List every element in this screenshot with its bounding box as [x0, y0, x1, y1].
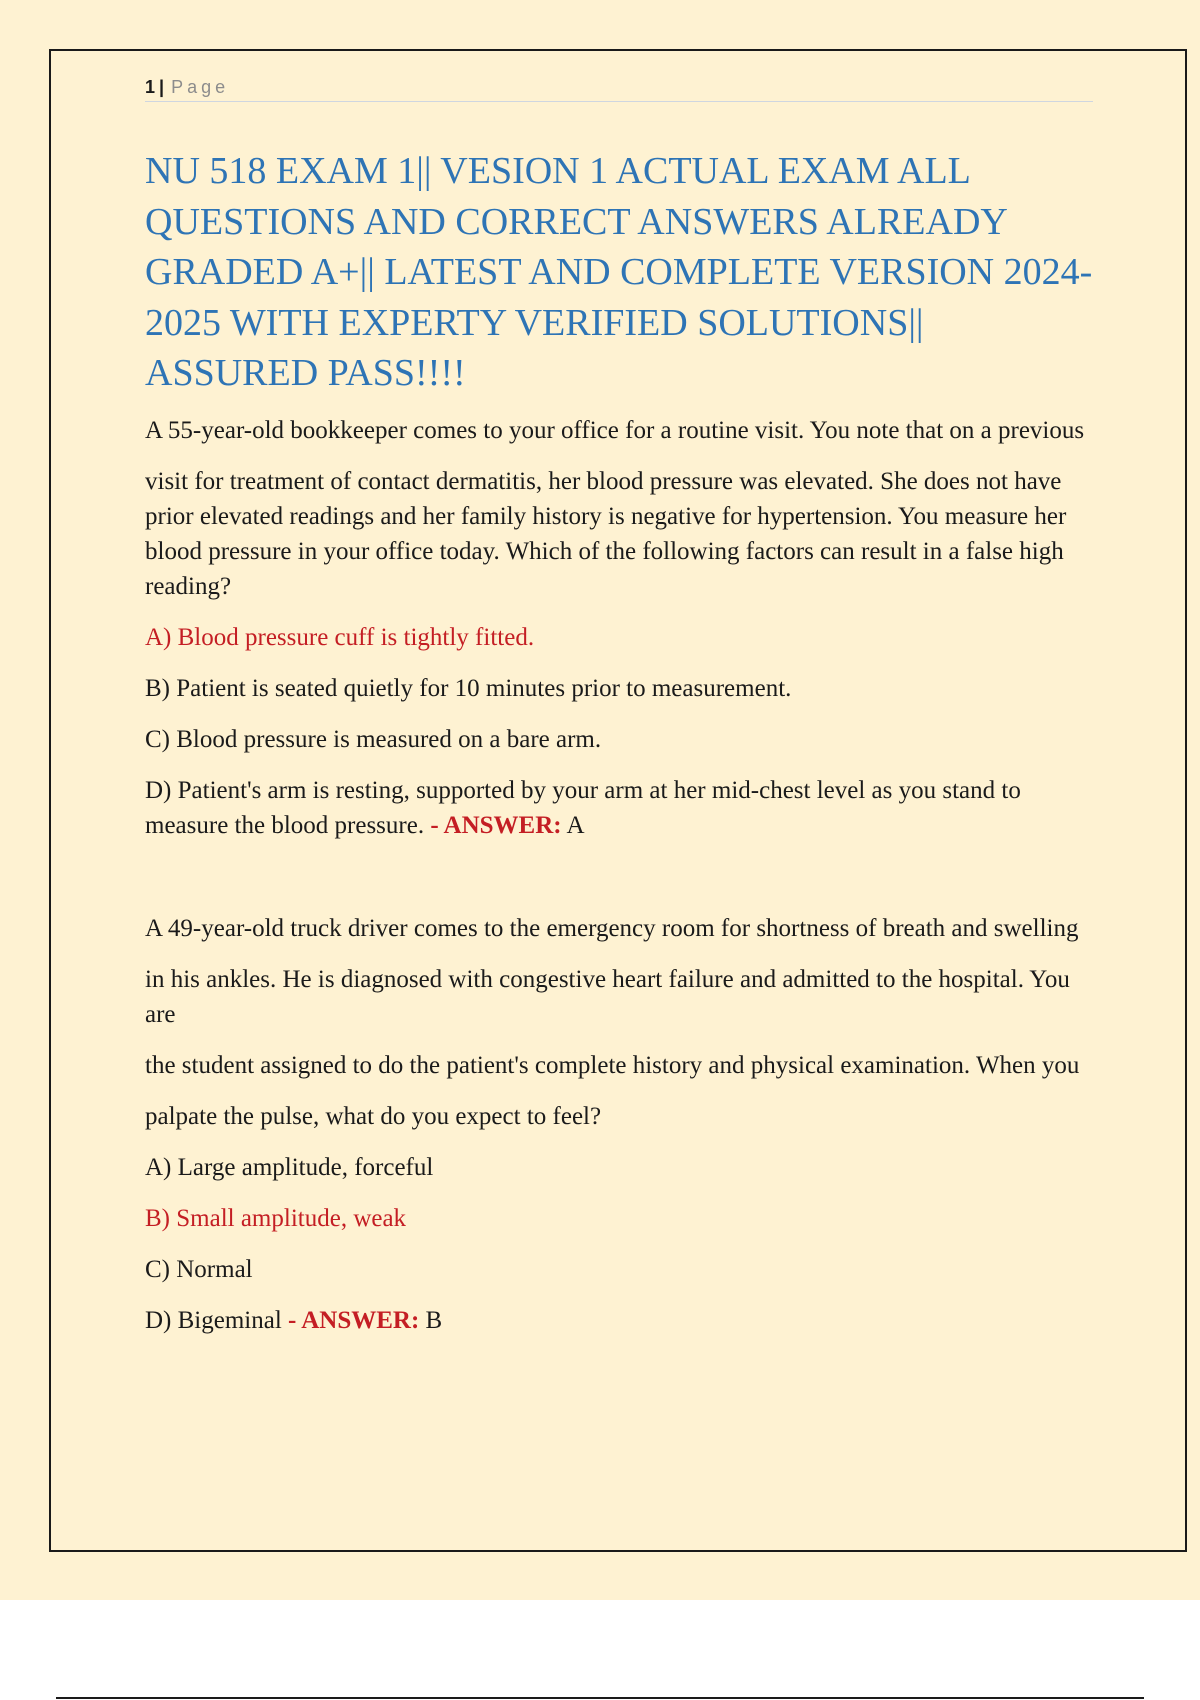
question-1-option-d-text: D) Patient's arm is resting, supported by your arm at her mid-chest level as you stand to measure the blood pressure.: [145, 776, 1021, 839]
question-2-answer-value: B: [425, 1306, 443, 1334]
question-2-option-d: [145, 1303, 1093, 1338]
question-1-option-a: A) Blood pressure cuff is tightly fitted.: [145, 623, 535, 651]
question-2-stem-line-1: A 49-year-old truck driver comes to the emergency room for shortness of breath and swelling: [145, 914, 1079, 942]
question-2-option-d-text: D) Bigeminal: [145, 1306, 282, 1334]
question-2-stem-line-2: in his ankles. He is diagnosed with congestive heart failure and admitted to the hospital. You are: [145, 965, 1070, 1028]
question-1-option-c: C) Blood pressure is measured on a bare arm.: [145, 725, 602, 753]
question-2-option-b: B) Small amplitude, weak: [145, 1204, 407, 1232]
question-2-answer-label: - ANSWER:: [288, 1306, 420, 1334]
question-2-option-c: C) Normal: [145, 1255, 253, 1283]
page-header: [145, 72, 1093, 102]
question-2: [145, 911, 1093, 1338]
question-2-option-a: A) Large amplitude, forceful: [145, 1153, 434, 1181]
page-number: 1: [145, 77, 156, 97]
next-page-top-rule: [56, 1697, 1144, 1699]
question-1-option-b: B) Patient is seated quietly for 10 minutes prior to measurement.: [145, 674, 792, 702]
question-2-stem-line-3: the student assigned to do the patient's complete history and physical examination. When you: [145, 1051, 1080, 1079]
question-1-answer-value: A: [566, 811, 585, 839]
question-2-stem-line-4: palpate the pulse, what do you expect to feel?: [145, 1102, 602, 1130]
document-title: NU 518 EXAM 1|| VESION 1 ACTUAL EXAM ALL QUESTIONS AND CORRECT ANSWERS ALREADY GRADED A+|| LATEST AND COMPLETE VERSION 2024-2025 WITH EXPERTY VERIFIED SOLUTIONS|| ASSURED PASS!!!!: [145, 150, 1093, 394]
question-1-stem-line-1: A 55-year-old bookkeeper comes to your office for a routine visit. You note that on a previous: [145, 416, 1085, 444]
question-1-answer-label: - ANSWER:: [430, 811, 562, 839]
question-1-stem-line-2: visit for treatment of contact dermatitis, her blood pressure was elevated. She does not have prior elevated readings and her family history is negative for hypertension. You measure her blood pressure in your office today. Which of the following factors can result in a false high reading?: [145, 467, 1067, 600]
question-gap: [145, 859, 1093, 911]
page-label: Page: [171, 77, 230, 97]
question-1-option-d: [145, 773, 1093, 843]
page-header-separator: |: [159, 77, 165, 97]
question-1: [145, 413, 1093, 843]
page-content: [145, 146, 1093, 1354]
